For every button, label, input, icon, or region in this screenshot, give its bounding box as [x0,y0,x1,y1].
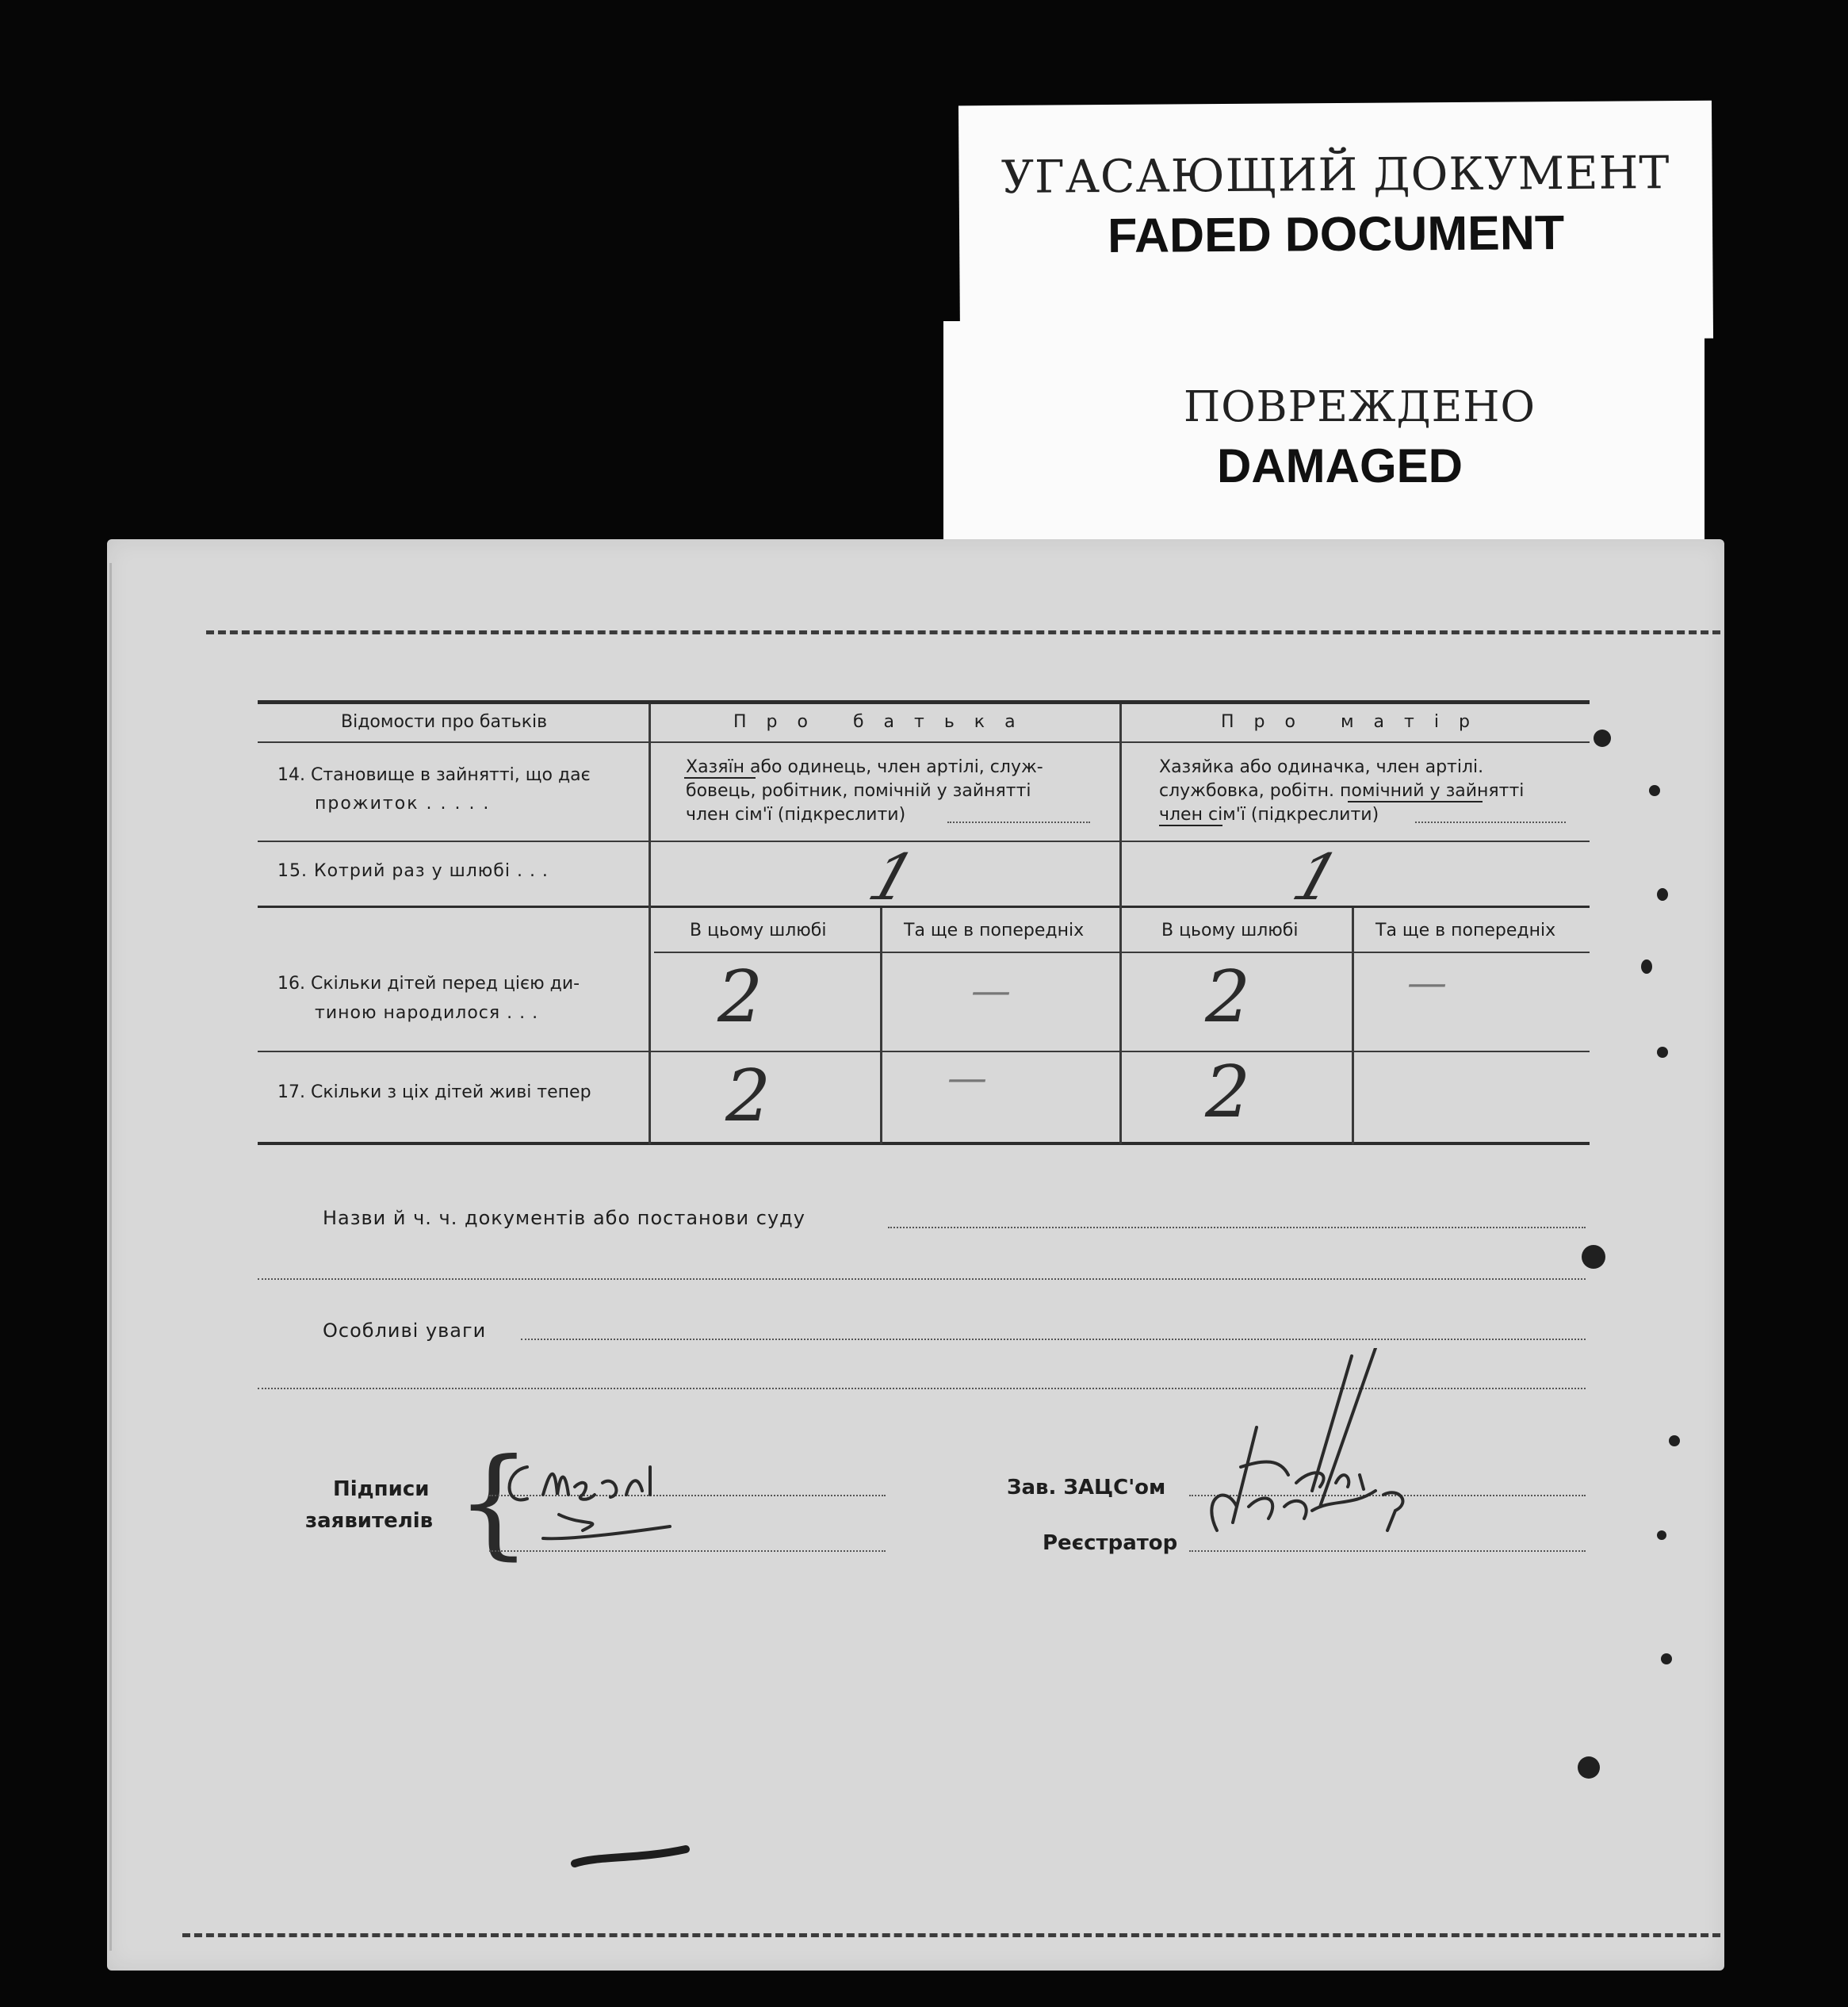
binding-hole [1641,959,1652,974]
documents-label: Назви й ч. ч. документів або постанови суду [323,1207,805,1229]
perforation-bottom [182,1933,1720,1937]
underline-mark [1348,801,1483,802]
header-about-mother: Про матір [1221,712,1490,732]
mother-previous-header: Та ще в попередніх [1375,921,1556,940]
underline-mark [1159,825,1222,826]
row16-label-line2: тиною народилося . . . [315,1003,539,1023]
row16-father-prev: — [971,967,1011,1013]
row14-father-line3: член сім'ї (підкреслити) [686,805,906,825]
binding-hole [1649,785,1660,796]
row14-mother-dots [1415,822,1566,823]
row16-mother-prev: — [1407,959,1447,1005]
row14-mother-line1: Хазяйка або одиначка, член артілі. [1159,757,1484,777]
faded-label-ru: УГАСАЮЩИЙ ДОКУМЕНТ [1001,147,1670,204]
binding-hole [1661,1653,1672,1664]
row16-rule [258,1051,1590,1052]
father-previous-header: Та ще в попередніх [904,921,1085,940]
header-parents-info: Відомости про батьків [341,712,548,732]
damaged-label-en: DAMAGED [1217,439,1463,492]
documents-line-2 [258,1278,1586,1280]
row14-label-line1: 14. Становище в зайнятті, що дає [277,765,591,785]
column-divider [1352,908,1354,1144]
binding-hole [1578,1756,1600,1779]
registrar-label: Реєстратор [1043,1531,1178,1555]
table-top-rule [258,700,1590,704]
column-divider [649,704,651,1144]
column-divider [1119,704,1122,1144]
row15-father-value: 1 [859,841,925,914]
applicants-label-line1: Підписи [333,1477,430,1501]
head-zags-label: Зав. ЗАЦС'ом [1007,1476,1166,1500]
row17-father-this: 2 [725,1055,771,1138]
row16-label-line1: 16. Скільки дітей перед цією ди- [277,974,580,994]
header-about-father: Про батька [733,712,1035,732]
faded-document-slip [958,101,1713,344]
row17-label: 17. Скільки з ціх дітей живі тепер [277,1082,591,1102]
row14-mother-line3: член сім'ї (підкреслити) [1159,805,1379,825]
applicants-label-line2: заявителів [305,1509,434,1533]
registry-form-page [107,539,1724,1971]
paper-edge [109,563,112,1951]
subheader-rule [654,952,1590,953]
mother-this-marriage-header: В цьому шлюбі [1161,921,1299,940]
applicant-signature [495,1451,765,1554]
row16-mother-this: 2 [1205,956,1251,1039]
binding-hole [1669,1435,1680,1446]
registrar-signature [1193,1348,1526,1538]
binding-hole [1594,730,1611,747]
father-this-marriage-header: В цьому шлюбі [690,921,827,940]
row15-rule [258,906,1590,908]
row14-father-dots [947,822,1090,823]
binding-hole [1657,888,1668,901]
table-header-rule [258,741,1590,743]
binding-hole [1657,1047,1668,1058]
remarks-label: Особливі уваги [323,1319,487,1342]
row17-mother-this: 2 [1205,1051,1251,1134]
ink-smudge [567,1840,710,1887]
row15-label: 15. Котрий раз у шлюбі . . . [277,861,549,881]
row14-mother-line2: службовка, робітн. помічний у зайнятті [1159,781,1525,801]
perforation-top [206,630,1720,634]
table-bottom-rule [258,1142,1590,1145]
column-divider [880,908,882,1144]
registrar-signature-line [1189,1550,1586,1552]
row14-label-line2: прожиток . . . . . [315,794,491,814]
row14-father-line1: Хазяїн або одинець, член артілі, служ- [686,757,1043,777]
documents-line [888,1227,1586,1228]
signature-brace: { [456,1434,532,1572]
binding-hole [1657,1530,1666,1540]
remarks-line [521,1339,1586,1340]
faded-label-en: FADED DOCUMENT [1107,205,1565,263]
row16-father-this: 2 [717,956,763,1039]
damaged-document-slip [943,321,1705,559]
underline-mark [684,777,756,779]
damaged-label-ru: ПОВРЕЖДЕНО [1184,383,1536,431]
row17-father-prev: — [947,1055,987,1101]
row14-father-line2: бовець, робітник, помічній у зайнятті [686,781,1031,801]
row15-mother-value: 1 [1284,841,1349,914]
binding-hole [1582,1245,1605,1269]
